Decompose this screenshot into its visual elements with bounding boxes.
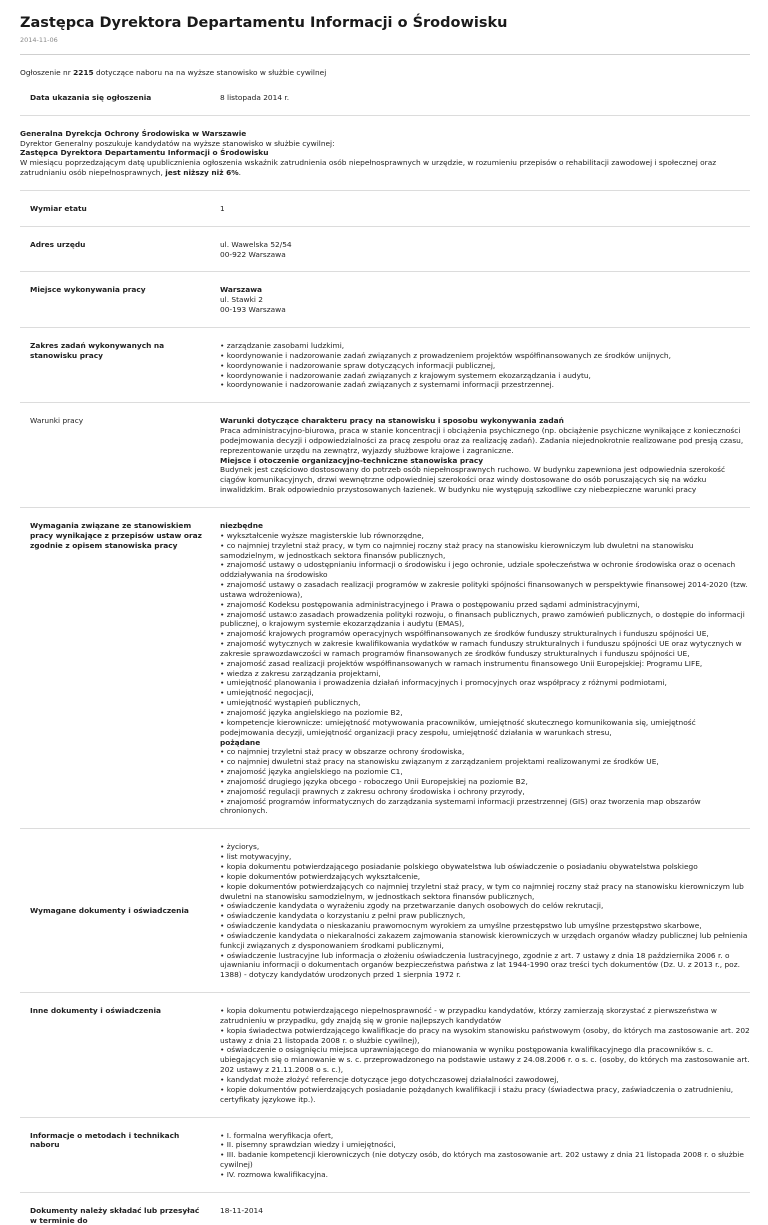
- employment-rate-text: [20, 158, 750, 178]
- required-item: • wiedza z zakresu zarządzania projektami,: [220, 668, 381, 678]
- required-item: • kompetencje kierownicze: umiejętność motywowania pracowników, umiejętność skutecznego komunikowania się, umiejętność podejmowania decyzji, umiejętność organizacji pracy zespołu, umiejętność działania w warunkach stresu,: [220, 717, 696, 737]
- row-conditions: [20, 416, 750, 495]
- document-item: • list motywacyjny,: [220, 852, 292, 862]
- divider: [20, 992, 750, 993]
- required-item: • znajomość zasad realizacji projektów współfinansowanych w ramach instrumentu finansowego Unii Europejskiej: Programu LIFE,: [220, 658, 703, 668]
- label-requirements: Wymagania związane ze stanowiskiem pracy wynikające z przepisów ustaw oraz zgodnie z opisem stanowiska pracy: [30, 520, 202, 550]
- divider: [20, 1192, 750, 1193]
- value-other-documents: [220, 1006, 750, 1104]
- required-item: • wykształcenie wyższe magisterskie lub równorzędne,: [220, 530, 424, 540]
- label-workplace: Miejsce wykonywania pracy: [30, 285, 146, 295]
- value-requirements: [220, 521, 750, 816]
- required-item: • znajomość wytycznych w zakresie kwalifikowania wydatków w ramach funduszy strukturalnych i funduszu spójności UE oraz wytycznych w zakresie sprawozdawczości w ramach programów finansowanych ze środków funduszy strukturalnych i funduszu spójności UE,: [220, 639, 742, 658]
- value-duties: [220, 341, 750, 390]
- divider: [20, 1117, 750, 1118]
- required-item: • znajomość ustawy o udostępnianiu informacji o środowisku i jego ochronie, udziale społeczeństwa w ochronie środowiska oraz o ocenach oddziaływania na środowisko: [220, 560, 736, 580]
- required-item: • znajomość języka angielskiego na poziomie B2,: [220, 708, 403, 717]
- publish-date: 2014-11-06: [20, 36, 58, 45]
- duty-item: • koordynowanie i nadzorowanie zadań związanych z prowadzeniem projektów współfinansowanych ze środków unijnych,: [220, 350, 671, 360]
- document-item: • oświadczenie kandydata o korzystaniu z pełni praw publicznych,: [220, 911, 466, 921]
- announcement-suffix: dotyczące naboru na na wyższe stanowisko w służbie cywilnej: [93, 68, 327, 78]
- institution-position: Zastępca Dyrektora Departamentu Informacji o Środowisku: [20, 148, 269, 158]
- announcement-number: 2215: [73, 68, 94, 78]
- workplace-line: 00-193 Warszawa: [220, 305, 286, 315]
- value-workplace: [220, 285, 750, 315]
- row-office-address: [20, 240, 750, 260]
- value-deadline: 18-11-2014: [220, 1205, 263, 1215]
- document-item: • oświadczenie kandydata o niekaralności zakazem zajmowania stanowisk kierowniczych w urzędach organów władzy publicznej lub pełnienia funkcji związanych z dysponowaniem środkami publicznymi,: [220, 930, 748, 950]
- required-heading: niezbędne: [220, 520, 263, 530]
- divider: [20, 226, 750, 227]
- value-recruitment-methods: [220, 1131, 750, 1180]
- conditions-text: Praca administracyjno-biurowa, praca w stanie koncentracji i obciążenia psychicznego (np. obciążenie psychiczne wynikające z konieczności podejmowania decyzji i odpowiedzialności za pracę zespołu oraz za realizację zadań). Zadania niejednokrotnie realizowane pod presją czasu, reprezentowanie urzędu na zewnątrz, wyjazdy służbowe krajowe i zagraniczne.: [220, 426, 744, 455]
- value-office-address: [220, 240, 750, 260]
- desired-item: • znajomość drugiego języka obcego - roboczego Unii Europejskiej na poziomie B2,: [220, 776, 528, 786]
- row-other-documents: [20, 1006, 750, 1104]
- document-item: • życiorys,: [220, 842, 260, 852]
- method-item: • III. badanie kompetencji kierowniczych (nie dotyczy osób, do których ma zastosowanie art. 202 ustawy z dnia 21 listopada 2008 r. o służbie cywilnej): [220, 1150, 744, 1170]
- employment-rate-end: .: [238, 168, 242, 178]
- row-work-time: [20, 204, 750, 214]
- document-item: • kopia dokumentu potwierdzającego posiadanie polskiego obywatelstwa lub oświadczenie o posiadaniu obywatelstwa polskiego: [220, 861, 698, 871]
- page-title: Zastępca Dyrektora Departamentu Informacji o Środowisku: [20, 15, 508, 31]
- required-item: • znajomość ustawy o zasadach realizacji programów w zakresie polityki spójności finansowanych w perspektywie finansowej 2014-2020 (tzw. ustawa wdrożeniowa),: [220, 580, 748, 599]
- divider: [20, 190, 750, 191]
- required-item: • umiejętność wystąpień publicznych,: [220, 698, 361, 708]
- other-document-item: • kopie dokumentów potwierdzających posiadanie pożądanych kwalifikacji i stażu pracy (świadectwa pracy, zaświadczenia o zatrudnieniu, certyfikaty językowe itp.).: [220, 1084, 734, 1104]
- environment-text: Budynek jest częściowo dostosowany do potrzeb osób niepełnosprawnych ruchowo. W budynku zapewniona jest odpowiednia szerokość ciągów komunikacyjnych, drzwi wewnętrzne odpowiedniej szerokości oraz windy dostosowane do osób poruszających się na wózku inwalidzkim. Brak odpowiednio przystosowanych łazienek. W budynku nie występują szkodliwe czy niebezpieczne warunki pracy: [220, 465, 726, 495]
- document-item: • kopie dokumentów potwierdzających wykształcenie,: [220, 871, 421, 881]
- row-announcement-date: [20, 93, 750, 103]
- required-item: • umiejętność planowania i prowadzenia działań informacyjnych i promocyjnych oraz współpracy z różnymi podmiotami,: [220, 678, 667, 688]
- desired-item: • znajomość języka angielskiego na poziomie C1,: [220, 767, 403, 777]
- label-work-time: Wymiar etatu: [30, 203, 87, 213]
- row-requirements: [20, 521, 750, 816]
- institution-block: [20, 129, 750, 178]
- label-deadline: Dokumenty należy składać lub przesyłać w terminie do: [30, 1205, 200, 1225]
- document-item: • oświadczenie kandydata o nieskazaniu prawomocnym wyrokiem za umyślne przestępstwo lub umyślne przestępstwo skarbowe,: [220, 921, 702, 931]
- duty-item: • koordynowanie i nadzorowanie zadań związanych z krajowym systemem ekozarządzania i audytu,: [220, 370, 591, 380]
- required-item: • znajomość krajowych programów operacyjnych współfinansowanych ze środków funduszy strukturalnych i funduszu spójności UE,: [220, 629, 709, 639]
- announcement-prefix: Ogłoszenie nr: [20, 68, 74, 78]
- duty-item: • koordynowanie i nadzorowanie zadań związanych z systemami informacji przestrzennej.: [220, 380, 554, 390]
- other-document-item: • oświadczenie o osiągnięciu miejsca uprawniającego do mianowania w wyniku postępowania kwalifikacyjnego dla pracowników s. c. ubiegających się o mianowanie w s. c. przeprowadzonego na podstawie ustawy z 24.08.2006 r. o s. c. (osoby, do których ma zastosowanie art. 202 ustawy z 21.11.2008 o s. c.),: [220, 1045, 750, 1075]
- desired-heading: pożądane: [220, 737, 261, 747]
- required-item: • umiejętność negocjacji,: [220, 688, 314, 698]
- duty-item: • koordynowanie i nadzorowanie spraw dotyczących informacji publicznej,: [220, 360, 496, 370]
- institution-name: Generalna Dyrekcja Ochrony Środowiska w Warszawie: [20, 128, 247, 138]
- desired-item: • co najmniej dwuletni staż pracy na stanowisku związanym z zarządzaniem projektami realizowanymi ze środków UE,: [220, 757, 659, 767]
- document-item: • kopie dokumentów potwierdzających co najmniej trzyletni staż pracy, w tym co najmniej roczny staż pracy na stanowisku kierowniczym lub dwuletni na stanowisku samodzielnym, w jednostkach sektora finansów publicznych,: [220, 881, 744, 901]
- other-document-item: • kopia dokumentu potwierdzającego niepełnosprawność - w przypadku kandydatów, którzy zamierzają skorzystać z pierwszeństwa w zatrudnieniu w przypadku, gdy znajdą się w gronie najlepszych kandydatów: [220, 1006, 717, 1025]
- address-line: ul. Wawelska 52/54: [220, 239, 292, 249]
- announcement-line: [20, 68, 750, 78]
- method-item: • IV. rozmowa kwalifikacyjna.: [220, 1169, 328, 1179]
- workplace-line: ul. Stawki 2: [220, 295, 263, 305]
- row-duties: [20, 341, 750, 390]
- divider: [20, 828, 750, 829]
- label-office-address: Adres urzędu: [30, 239, 86, 249]
- employment-rate-body: W miesiącu poprzedzającym datę upublicznienia ogłoszenia wskaźnik zatrudnienia osób niepełnosprawnych w urzędzie, w rozumieniu przepisów o rehabilitacji zawodowej i społecznej oraz zatrudnianiu osób niepełnosprawnych,: [20, 158, 717, 178]
- divider: [20, 327, 750, 328]
- divider: [20, 271, 750, 272]
- label-required-documents: Wymagane dokumenty i oświadczenia: [30, 906, 189, 916]
- required-item: • znajomość Kodeksu postępowania administracyjnego i Prawa o postępowaniu przed sądami administracyjnymi,: [220, 599, 640, 609]
- other-document-item: • kandydat może złożyć referencje dotyczące jego dotychczasowej działalności zawodowej,: [220, 1075, 559, 1084]
- header-divider: [20, 54, 750, 55]
- row-required-documents: [20, 842, 750, 980]
- label-duties: Zakres zadań wykonywanych na stanowisku pracy: [30, 341, 165, 360]
- address-line: 00-922 Warszawa: [220, 249, 286, 259]
- label-recruitment-methods: Informacje o metodach i technikach naboru: [30, 1130, 180, 1150]
- other-document-item: • kopia świadectwa potwierdzającego kwalifikacje do pracy na wysokim stanowisku państwowym (osoby, do których ma zastosowanie art. 202 ustawy z dnia 21 listopada 2008 r. o służbie cywilnej),: [220, 1025, 750, 1045]
- label-other-documents: Inne dokumenty i oświadczenia: [30, 1006, 161, 1016]
- divider: [20, 507, 750, 508]
- row-recruitment-methods: [20, 1131, 750, 1180]
- desired-item: • co najmniej trzyletni staż pracy w obszarze ochrony środowiska,: [220, 747, 465, 757]
- row-deadline: [20, 1206, 750, 1225]
- workplace-city: Warszawa: [220, 285, 263, 295]
- value-announcement-date: 8 listopada 2014 r.: [220, 92, 290, 102]
- label-conditions: Warunki pracy: [30, 416, 84, 426]
- method-item: • I. formalna weryfikacja ofert,: [220, 1130, 334, 1140]
- desired-item: • znajomość programów informatycznych do zarządzania systemami informacji przestrzennej (GIS) oraz tworzenia map obszarów chronionych.: [220, 796, 701, 816]
- desired-item: • znajomość regulacji prawnych z zakresu ochrony środowiska i ochrony przyrody,: [220, 786, 525, 796]
- value-work-time: 1: [220, 203, 225, 213]
- document-item: • oświadczenie lustracyjne lub informacja o złożeniu oświadczenia lustracyjnego, zgodnie z art. 7 ustawy z dnia 18 października 2006 r. o ujawnianiu informacji o dokumentach organów bezpieczeństwa państwa z lat 1944-1990 oraz treści tych dokumentów (Dz. U. z 2013 r., poz. 1388) - dotyczy kandydatów urodzonych przed 1 sierpnia 1972 r.: [220, 950, 740, 980]
- label-announcement-date: Data ukazania się ogłoszenia: [30, 92, 152, 102]
- document-item: • oświadczenie kandydata o wyrażeniu zgody na przetwarzanie danych osobowych do celów rekrutacji,: [220, 901, 604, 911]
- required-item: • znajomość ustaw:o zasadach prowadzenia polityki rozwoju, o finansach publicznych, prawo zamówień publicznych, o dostępie do informacji publicznej, o krajowym systemie ekozarządzania i audytu (EMAS),: [220, 609, 745, 629]
- environment-heading: Miejsce i otoczenie organizacyjno-techniczne stanowiska pracy: [220, 455, 484, 465]
- value-conditions: [220, 416, 750, 495]
- row-workplace: [20, 285, 750, 315]
- method-item: • II. pisemny sprawdzian wiedzy i umiejętności,: [220, 1140, 396, 1150]
- institution-intro: Dyrektor Generalny poszukuje kandydatów na wyższe stanowisko w służbie cywilnej:: [20, 138, 335, 148]
- required-item: • co najmniej trzyletni staż pracy, w tym co najmniej roczny staż pracy na stanowisku kierowniczym lub dwuletni na stanowisku samodzielnym, w jednostkach sektora finansów publicznych,: [220, 540, 694, 560]
- value-required-documents: [220, 842, 750, 980]
- conditions-heading: Warunki dotyczące charakteru pracy na stanowisku i sposobu wykonywania zadań: [220, 416, 564, 426]
- employment-rate-value: jest niższy niż 6%: [165, 168, 239, 178]
- duty-item: • zarządzanie zasobami ludzkimi,: [220, 341, 345, 350]
- divider: [20, 115, 750, 116]
- divider: [20, 402, 750, 403]
